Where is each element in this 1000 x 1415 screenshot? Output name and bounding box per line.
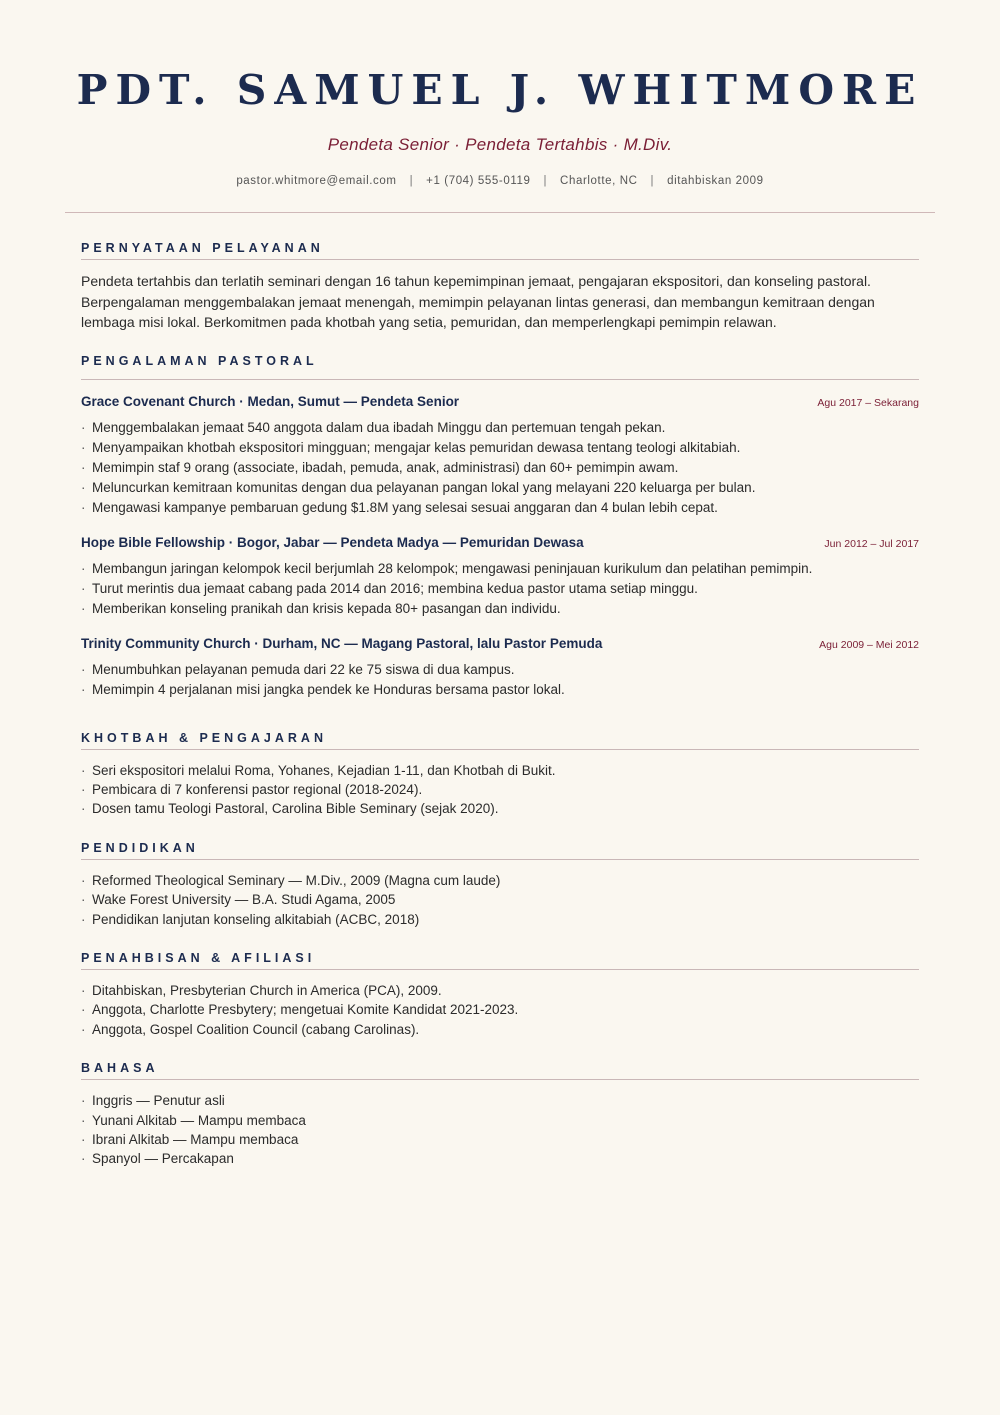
- list-item: · Meluncurkan kemitraan komunitas dengan dua pelayanan pangan lokal yang melayani 220 keluarga per bulan.: [81, 478, 919, 498]
- job-date: Agu 2017 – Sekarang: [817, 396, 919, 409]
- education-list: [81, 871, 919, 929]
- job-entry: [81, 394, 919, 518]
- preaching-list: [81, 761, 919, 819]
- list-item: · Spanyol — Percakapan: [81, 1149, 919, 1168]
- list-item: · Pembicara di 7 konferensi pastor regional (2018-2024).: [81, 780, 919, 799]
- job-header: [81, 636, 919, 651]
- job-header: [81, 394, 919, 409]
- languages-list: [81, 1091, 919, 1169]
- list-item: · Seri ekspositori melalui Roma, Yohanes, Kejadian 1-11, dan Khotbah di Bukit.: [81, 761, 919, 780]
- list-item: · Reformed Theological Seminary — M.Div., 2009 (Magna cum laude): [81, 871, 919, 890]
- contact-email[interactable]: pastor.whitmore@email.com: [236, 175, 397, 188]
- contact-separator: |: [650, 175, 655, 188]
- list-item: · Ditahbiskan, Presbyterian Church in America (PCA), 2009.: [81, 981, 919, 1000]
- list-item: · Memberikan konseling pranikah dan krisis kepada 80+ pasangan dan individu.: [81, 599, 919, 619]
- contact-separator: |: [409, 175, 414, 188]
- section-education: [81, 841, 919, 929]
- list-item: · Anggota, Charlotte Presbytery; mengetuai Komite Kandidat 2021-2023.: [81, 1000, 919, 1019]
- contact-line: [0, 175, 1000, 187]
- list-item: · Pendidikan lanjutan konseling alkitabiah (ACBC, 2018): [81, 910, 919, 929]
- job-title: Trinity Community Church · Durham, NC — Magang Pastoral, lalu Pastor Pemuda: [81, 635, 603, 651]
- list-item: · Mengawasi kampanye pembaruan gedung $1.8M yang selesai sesuai anggaran dan 4 bulan lebih cepat.: [81, 498, 919, 518]
- job-bullets: [81, 559, 919, 619]
- list-item: · Wake Forest University — B.A. Studi Agama, 2005: [81, 890, 919, 909]
- list-item: · Menggembalakan jemaat 540 anggota dalam dua ibadah Minggu dan pertemuan tengah pekan.: [81, 418, 919, 438]
- section-title: PENDIDIKAN: [81, 841, 919, 860]
- section-title: KHOTBAH & PENGAJARAN: [81, 731, 919, 750]
- section-title: PERNYATAAN PELAYANAN: [81, 241, 919, 260]
- summary-text: Pendeta tertahbis dan terlatih seminari dengan 16 tahun kepemimpinan jemaat, pengajaran ekspositori, dan konseling pastoral. Berpengalaman menggembalakan jemaat menengah, memimpin pelayanan lintas generasi, dan membangun kemitraan dengan lembaga misi lokal. Berkomitmen pada khotbah yang setia, pemuridan, dan memperlengkapi pemimpin relawan.: [81, 273, 875, 331]
- contact-ordained: ditahbiskan 2009: [667, 175, 764, 188]
- job-title: Grace Covenant Church · Medan, Sumut — Pendeta Senior: [81, 393, 460, 409]
- job-title: Hope Bible Fellowship · Bogor, Jabar — Pendeta Madya — Pemuridan Dewasa: [81, 534, 584, 550]
- list-item: · Menumbuhkan pelayanan pemuda dari 22 ke 75 siswa di dua kampus.: [81, 660, 919, 680]
- job-entry: [81, 636, 919, 700]
- job-bullets: [81, 660, 919, 700]
- section-title: PENGALAMAN PASTORAL: [81, 354, 919, 380]
- resume-header: [0, 0, 1000, 187]
- candidate-name: PDT. SAMUEL J. WHITMORE: [76, 66, 924, 114]
- section-title: PENAHBISAN & AFILIASI: [81, 951, 919, 970]
- resume-body: [0, 241, 1000, 1169]
- list-item: · Inggris — Penutur asli: [81, 1091, 919, 1110]
- ordination-list: [81, 981, 919, 1039]
- contact-location: Charlotte, NC: [560, 175, 638, 188]
- job-bullets: [81, 418, 919, 518]
- section-preaching: [81, 731, 919, 819]
- list-item: · Anggota, Gospel Coalition Council (cabang Carolinas).: [81, 1020, 919, 1039]
- section-languages: [81, 1061, 919, 1169]
- list-item: · Memimpin 4 perjalanan misi jangka pendek ke Honduras bersama pastor lokal.: [81, 680, 919, 700]
- contact-separator: |: [543, 175, 548, 188]
- header-divider: [65, 212, 935, 213]
- candidate-subtitle: Pendeta Senior · Pendeta Tertahbis · M.Div.: [327, 135, 673, 155]
- list-item: · Memimpin staf 9 orang (associate, ibadah, pemuda, anak, administrasi) dan 60+ pemimpin awam.: [81, 458, 919, 478]
- list-item: · Ibrani Alkitab — Mampu membaca: [81, 1130, 919, 1149]
- list-item: · Menyampaikan khotbah ekspositori mingguan; mengajar kelas pemuridan dewasa tentang teologi alkitabiah.: [81, 438, 919, 458]
- job-entry: [81, 535, 919, 619]
- section-ordination: [81, 951, 919, 1039]
- job-date: Agu 2009 – Mei 2012: [819, 638, 919, 651]
- section-title: BAHASA: [81, 1061, 919, 1080]
- section-experience: [81, 354, 919, 700]
- list-item: · Turut merintis dua jemaat cabang pada 2014 dan 2016; membina kedua pastor utama setiap minggu.: [81, 579, 919, 599]
- job-date: Jun 2012 – Jul 2017: [824, 537, 919, 550]
- contact-phone[interactable]: +1 (704) 555-0119: [426, 175, 531, 188]
- job-header: [81, 535, 919, 550]
- section-summary: [81, 241, 919, 333]
- list-item: · Membangun jaringan kelompok kecil berjumlah 28 kelompok; mengawasi peninjauan kurikulum dan pelatihan pemimpin.: [81, 559, 919, 579]
- list-item: · Yunani Alkitab — Mampu membaca: [81, 1111, 919, 1130]
- list-item: · Dosen tamu Teologi Pastoral, Carolina Bible Seminary (sejak 2020).: [81, 799, 919, 818]
